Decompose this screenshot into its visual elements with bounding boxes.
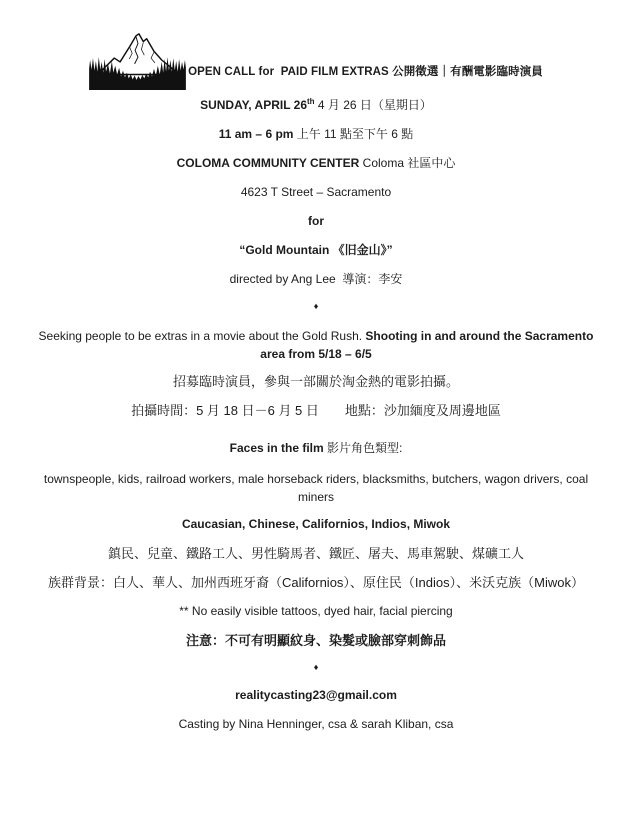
event-date-line <box>0 98 632 113</box>
schedule-location-zh: 拍攝時間：5 月 18 日－6 月 5 日 地點：沙加緬度及周邊地區 <box>131 403 501 418</box>
flyer-header <box>0 28 632 90</box>
roles-heading-en: Faces in the film <box>229 441 324 455</box>
roles-heading-zh: 影片角色類型: <box>323 441 403 455</box>
roles-faces-zh: 鎮民、兒童、鐵路工人、男性騎馬者、鐵匠、屠夫、馬車駕駛、煤礦工人 <box>107 546 524 561</box>
seeking-paragraph <box>30 327 602 363</box>
event-venue-zh: Coloma 社區中心 <box>359 156 456 170</box>
contact-email: realitycasting23@gmail.com <box>235 688 397 702</box>
seeking-text-en-bold: Shooting in and around the Sacramento area from 5/18 – 6/5 <box>260 329 597 361</box>
seeking-text-zh: 招募臨時演員，參與一部關於淘金熱的電影拍攝。 <box>172 374 459 389</box>
diamond-divider-bottom: ♦ <box>313 662 319 672</box>
casting-credit: Casting by Nina Henninger, csa & sarah Kliban, csa <box>178 717 454 731</box>
event-date-ordinal: th <box>307 97 315 106</box>
roles-faces-en: townspeople, kids, railroad workers, male horseback riders, blacksmiths, butchers, wagon drivers, coal miners <box>43 472 592 504</box>
event-date-zh: 4 月 26 日（星期日） <box>314 98 432 112</box>
restriction-note-zh: 注意：不可有明顯紋身、染髮或臉部穿刺飾品 <box>185 633 446 648</box>
event-venue-en: COLOMA COMMUNITY CENTER <box>176 156 360 170</box>
roles-ethnicities-zh: 族群背景：白人、華人、加州西班牙裔（Californios）、原住民（Indios）、米沃克族（Miwok） <box>48 575 584 590</box>
mountain-forest-logo-icon <box>89 30 186 90</box>
roles-heading-line <box>0 441 632 456</box>
event-time-line <box>0 127 632 142</box>
event-time-en: 11 am – 6 pm <box>218 127 294 141</box>
film-title-line: “Gold Mountain 《旧金山》” <box>239 243 393 257</box>
restriction-note-en: ** No easily visible tattoos, dyed hair, facial piercing <box>179 604 453 618</box>
event-time-zh: 上午 11 點至下午 6 點 <box>293 127 414 141</box>
flyer-title: OPEN CALL for PAID FILM EXTRAS 公開徵選｜有酬電影臨時演員 <box>188 66 543 78</box>
event-address-line: 4623 T Street – Sacramento <box>240 185 392 199</box>
for-label: for <box>308 214 324 228</box>
flyer-body <box>0 90 632 732</box>
director-credit-line: directed by Ang Lee 導演：李安 <box>229 272 403 286</box>
event-venue-line <box>0 156 632 171</box>
roles-ethnicities-en: Caucasian, Chinese, Californios, Indios, Miwok <box>181 517 451 531</box>
event-date-en: SUNDAY, APRIL 26 <box>200 98 307 112</box>
seeking-text-en: Seeking people to be extras in a movie about the Gold Rush. <box>38 329 366 343</box>
diamond-divider-top: ♦ <box>313 301 319 311</box>
